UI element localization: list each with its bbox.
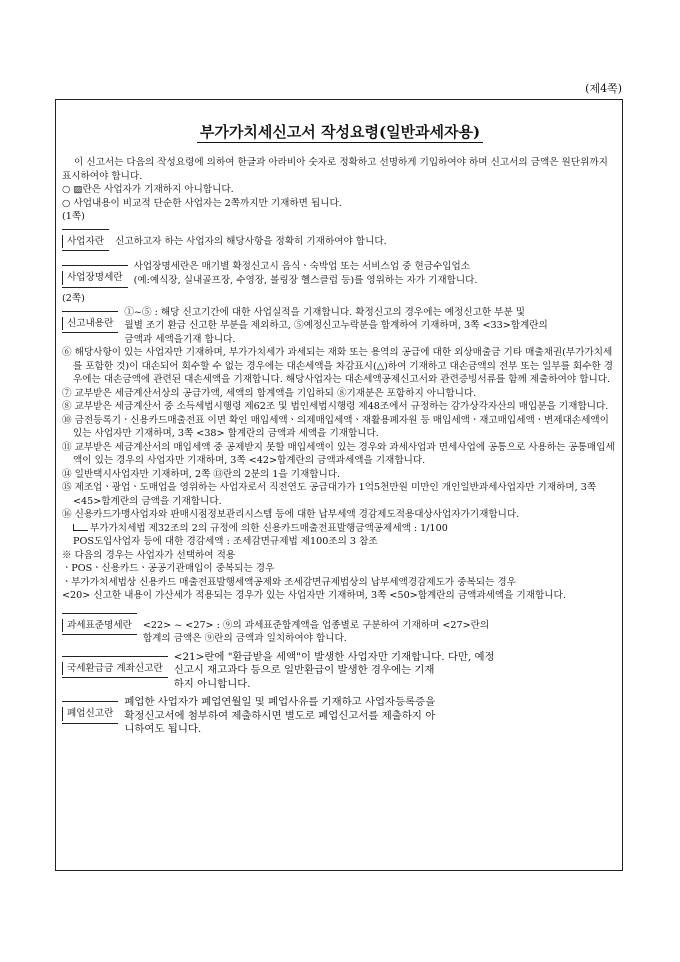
page-number: (제4쪽)	[585, 82, 622, 95]
closure-label-box	[62, 707, 118, 721]
business-place-line-2: (예:예식장, 실내골프장, 수영장, 볼링장 헬스클럽 등)를 영위하는 자가 기재합니다.	[133, 274, 478, 286]
page1-header: (1쪽)	[62, 211, 85, 222]
item-6: ⑥ 해당사항이 있는 사업자만 기재하며, 부가가치세가 과세되는 재화 또는 용역의 공급에 대한 외상매출금 기타 매출채권(부가가치세를 포함한 것)이 대손되어 회수할 수 없는 경우에는 대손세액을 차감표시(△)하여 기재하고 대손금액의 전부 또는 일부를 회수한 경우에는 대손금액에 관련된 대손세액을 기재합니다. 해당사업자는 대손세액공제신고서와 관련증빙서류를 함께 제출하여야 합니다.	[62, 347, 614, 385]
business-place-line-1: 사업장명세란은 매기별 확정신고시 음식ㆍ숙박업 또는 서비스업 중 현금수입업소	[133, 261, 471, 272]
page-title	[0, 121, 680, 142]
report-section	[62, 306, 618, 347]
intro-note-1: ○ ▨란은 사업자가 기재하지 아니합니다.	[62, 184, 234, 195]
page-title-text: 부가가치세신고서 작성요령(일반과세자용)	[197, 123, 483, 143]
closure-line-2: 확정신고서에 첨부하여 제출하시면 별도로 폐업신고서를 제출하지 아	[124, 709, 436, 722]
refund-line-1: <21>란에 "환급받을 세액"이 발생한 사업자만 기재합니다. 다만, 예정	[173, 650, 495, 663]
rate-note-2	[62, 535, 618, 549]
standard-line-2: 합계의 금액은 ⑨란의 금액과 일치하여야 합니다.	[142, 633, 347, 644]
optional-note-1: ㆍPOSㆍ신용카드ㆍ공공기관매입이 중복되는 경우	[62, 563, 275, 574]
refund-section	[62, 651, 618, 692]
intro-note-2: ○ 사업내용이 비교적 단순한 사업자는 2쪽까지만 기재하면 됩니다.	[62, 197, 342, 209]
closure-line-3: 니하여도 됩니다.	[124, 723, 202, 735]
item-7: ⑦ 교부받은 세금계산서상의 공급가액, 세액의 합계액을 기입하되 ⑧기재분은 포함하지 아니합니다.	[62, 387, 477, 399]
report-label: 신고내용란	[67, 317, 114, 329]
intro-paragraph: 이 신고서는 다음의 작성요령에 의하여 한글과 아라비아 숫자로 정확하고 선명하게 기입하여야 하며 신고서의 금액은 원단위까지 표시하여야 합니다.	[62, 157, 608, 182]
closure-section	[62, 696, 618, 737]
optional-head: ※ 다음의 경우는 사업자가 선택하여 적용	[62, 549, 236, 561]
refund-label: 국세환급금 계좌신고란	[67, 662, 163, 674]
item-15: ⑮ 제조업ㆍ광업ㆍ도매업을 영위하는 사업자로서 직전연도 공급대가가 1억5천만원 미만인 개인일반과세사업자만 기재하며, 3쪽 <45>합계란의 금액을 기재합니다.	[62, 482, 597, 507]
closure-line-1: 폐업한 사업자가 폐업연월일 및 폐업사유를 기재하고 사업자등록증을	[124, 696, 436, 708]
report-line-2: 월별 조기 환급 신고한 부분을 제외하고, ⑤예정신고누락분을 합계하여 기재하며, 3쪽 <33>합계란의	[124, 320, 548, 331]
standard-line-1: <22> ~ <27> : ⑨의 과세표준합계액을 업종별로 구분하여 기재하며 <27>란의	[142, 619, 490, 631]
page2-header: (2쪽)	[62, 293, 85, 304]
refund-label-box	[62, 662, 168, 676]
standard-label-box	[62, 619, 137, 633]
report-line-3: 금액과 세액을기재 합니다.	[124, 333, 236, 345]
standard-label: 과세표준명세란	[67, 619, 132, 631]
report-line-1: ①~⑤ : 해당 신고기간에 대한 사업실적을 기재합니다. 확정신고의 경우에는 예정신고한 부분 및	[124, 306, 526, 318]
item-8: ⑧ 교부받은 세금계산서 중 소득세법시행령 제62조 및 법인세법시행령 제48조에서 규정하는 감가상각자산의 매입분을 기재합니다.	[62, 401, 609, 412]
business-place-label-box	[62, 271, 128, 285]
refund-line-3: 하지 아니합니다.	[173, 677, 251, 690]
business-place-section	[62, 260, 618, 287]
closure-label: 폐업신고란	[67, 708, 114, 719]
refund-line-2: 신고시 재고과다 등으로 일반환급이 발생한 경우에는 기재	[173, 664, 435, 676]
item-14: ⑭ 일반택시사업자만 기재하며, 2쪽 ⑬란의 2분의 1을 기재합니다.	[62, 468, 341, 480]
item-11: ⑪ 교부받은 세금계산서의 매입세액 중 공제받지 못할 매입세액이 있는 경우와 과세사업과 면세사업에 공통으로 사용하는 공통매입세액이 있는 경우의 사업자만 기재하며, 3쪽 <42>합계란의 금액과세액을 기재합니다.	[62, 441, 615, 466]
rate-note-1-text: 부가가치세법 제32조의 2의 규정에 의한 신용카드매출전표발행금액공제세액 : 1/100	[90, 522, 448, 534]
rate-note-1	[62, 522, 618, 536]
business-label: 사업자란	[67, 235, 105, 247]
business-label-box	[62, 235, 109, 249]
document-body	[62, 156, 618, 737]
optional-note-2: ㆍ부가가치세법상 신용카드 매출전표발행세액공제와 조세감면규제법상의 납부세액경감제도가 중복되는 경우	[62, 576, 516, 588]
report-label-box	[62, 317, 118, 331]
standard-section	[62, 608, 618, 646]
rate-note-2-text: POS도입사업자 등에 대한 경감세액 : 조세감면규제법 제100조의 3 참조	[73, 536, 378, 547]
business-place-label: 사업장명세란	[67, 272, 123, 283]
business-text: 신고하고자 하는 사업자의 해당사항을 정확히 기재하여야 합니다.	[115, 235, 387, 247]
business-section	[62, 224, 618, 249]
item-10: ⑩ 금전등록기ㆍ신용카드매출전표 이면 확인 매입세액ㆍ의제매입세액ㆍ재활용폐자원 등 매입세액ㆍ재고매입세액ㆍ변제대손세액이 있는 사업자만 기재하며, 3쪽 <38> 합계란의 금액과 세액을 기재합니다.	[62, 414, 609, 439]
optional-note-3: <20> 신고한 내용이 가산세가 적용되는 경우가 있는 사업자만 기재하며, 3쪽 <50>합계란의 금액과세액을 기재합니다.	[62, 590, 566, 601]
item-16: ⑯ 신용카드가맹사업자와 판매시점정보관리시스템 등에 대한 납부세액 경감제도적용대상사업자가기재합니다.	[62, 509, 520, 520]
